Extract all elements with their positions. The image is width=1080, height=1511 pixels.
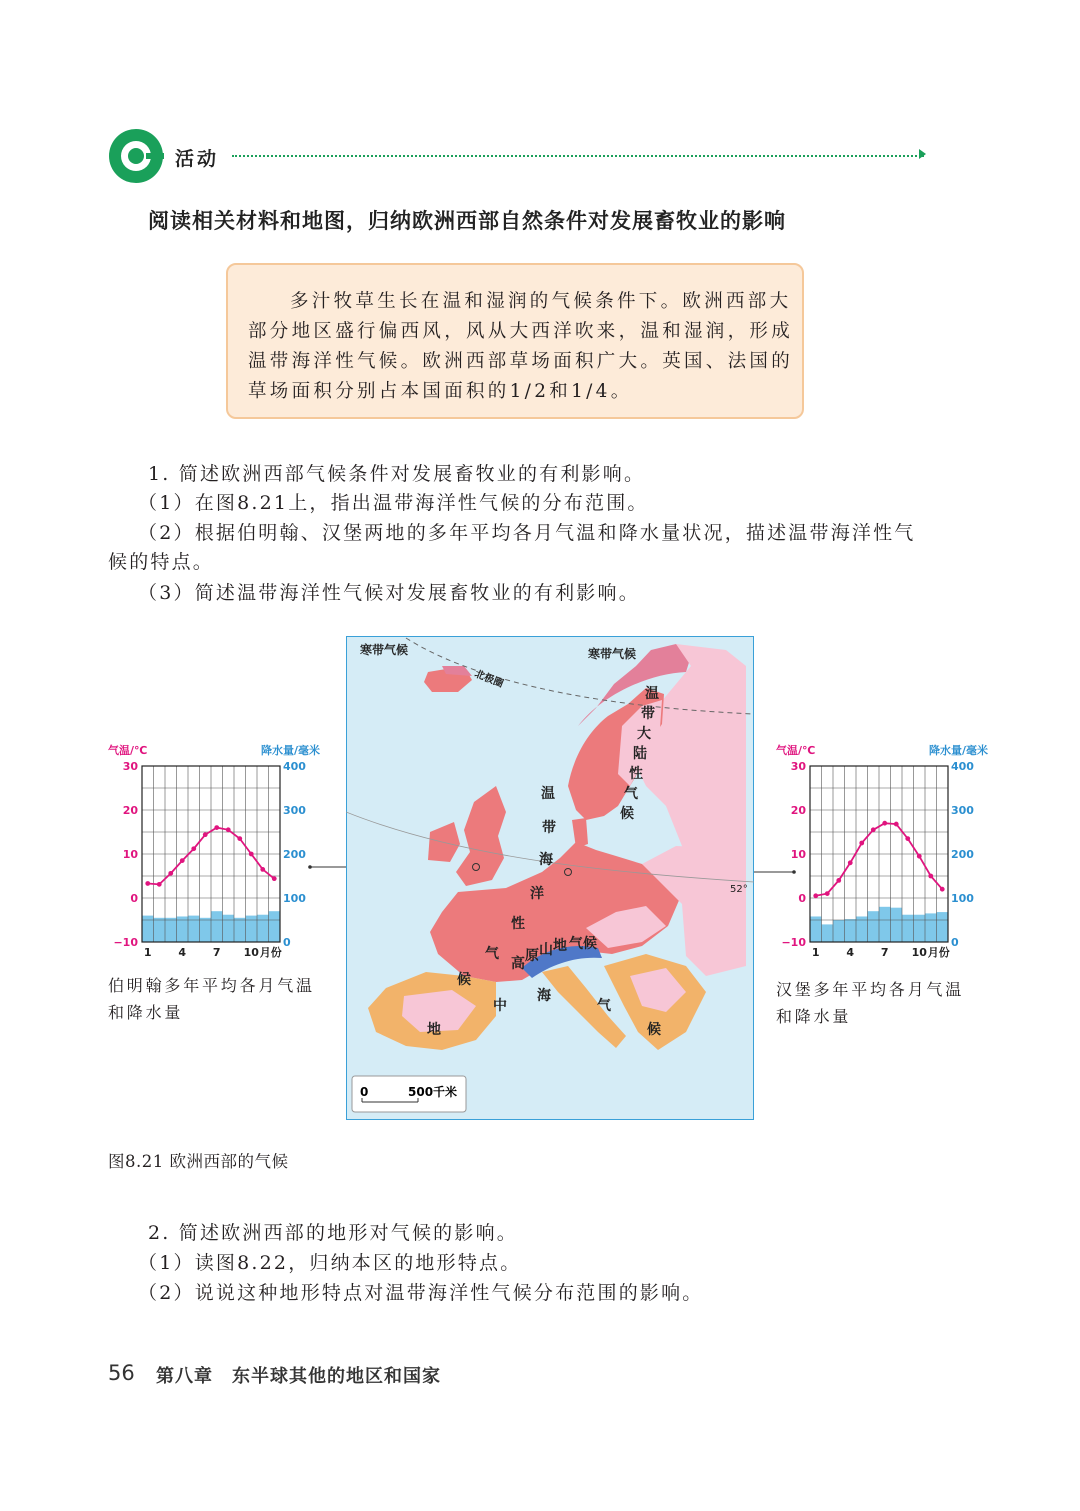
month-tick-label: 7 <box>880 946 889 959</box>
precip-bar <box>914 915 926 942</box>
mediterranean-label-char: 海 <box>537 988 551 1004</box>
map-label-cold-left: 寒带气候 <box>360 643 409 657</box>
birmingham-chart-caption <box>108 972 315 1026</box>
precip-bar <box>879 907 891 942</box>
temperature-point <box>191 846 196 851</box>
map-label-cold-right: 寒带气候 <box>588 647 637 661</box>
temperature-point <box>928 874 933 879</box>
month-tick-label: 月份 <box>259 946 282 959</box>
scale-zero: 0 <box>360 1085 369 1099</box>
temp-axis-title: 气温/℃ <box>776 744 816 757</box>
precip-bar <box>188 916 200 942</box>
reading-line: 部分地区盛行偏西风，风从大西洋吹来，温和湿润，形成 <box>248 321 794 342</box>
question-1: 1. 简述欧洲西部气候条件对发展畜牧业的有利影响。 <box>148 463 646 485</box>
precip-bar <box>925 913 937 942</box>
precip-bar <box>223 915 235 942</box>
continental-label-char: 温 <box>645 686 659 702</box>
month-tick-label: 4 <box>846 946 855 959</box>
precip-bar <box>833 920 845 942</box>
question-2-2: （2）说说这种地形特点对温带海洋性气候分布范围的影响。 <box>138 1282 704 1304</box>
precip-bar <box>211 911 223 942</box>
temperature-point <box>272 876 277 881</box>
temp-tick-label: −10 <box>781 936 806 949</box>
question-1-3: （3）简述温带海洋性气候对发展畜牧业的有利影响。 <box>138 582 640 604</box>
precip-tick-label: 400 <box>283 760 306 773</box>
question-2: 2. 简述欧洲西部的地形对气候的影响。 <box>148 1222 518 1244</box>
temperature-point <box>813 893 818 898</box>
hamburg-chart-caption <box>776 976 964 1030</box>
precip-tick-label: 300 <box>951 804 974 817</box>
temp-tick-label: −10 <box>113 936 138 949</box>
alpine-label-char: 山 <box>539 942 553 958</box>
temp-tick-label: 0 <box>798 892 806 905</box>
oceanic-label-char: 温 <box>541 786 555 802</box>
oceanic-label-char: 候 <box>457 972 471 988</box>
precip-bar <box>257 915 269 942</box>
precip-bar <box>200 918 212 942</box>
oceanic-label-char: 性 <box>511 916 525 932</box>
precip-bar <box>856 916 868 942</box>
temperature-point <box>157 882 162 887</box>
temp-axis-title: 气温/℃ <box>108 744 148 757</box>
temperature-point <box>940 887 945 892</box>
chapter-title: 第八章 东半球其他的地区和国家 <box>156 1366 441 1387</box>
oceanic-label-char: 洋 <box>530 886 544 902</box>
continental-label-char: 性 <box>629 766 643 782</box>
month-tick-label: 10 <box>243 946 259 959</box>
reading-material-box <box>226 263 804 419</box>
precip-tick-label: 400 <box>951 760 974 773</box>
mediterranean-label-char: 气 <box>597 998 611 1014</box>
temperature-point <box>249 852 254 857</box>
month-tick-label: 10 <box>911 946 927 959</box>
alpine-label-char: 高 <box>511 956 525 972</box>
western-europe-climate-map <box>346 636 754 1120</box>
activity-target-icon <box>108 128 164 184</box>
caption-line: 汉堡多年平均各月气温 <box>776 980 965 999</box>
caption-line: 和降水量 <box>776 1007 852 1026</box>
temp-tick-label: 0 <box>130 892 138 905</box>
continental-label-char: 大 <box>637 726 651 742</box>
temperature-point <box>871 827 876 832</box>
activity-instruction: 阅读相关材料和地图，归纳欧洲西部自然条件对发展畜牧业的影响 <box>148 208 786 233</box>
reading-line: 草场面积分别占本国面积的1/2和1/4。 <box>248 381 633 402</box>
precip-axis-title: 降水量/毫米 <box>260 744 320 757</box>
alpine-label-char: 候 <box>583 936 597 952</box>
temp-tick-label: 10 <box>122 848 138 861</box>
temperature-point <box>905 836 910 841</box>
temp-tick-label: 30 <box>790 760 806 773</box>
question-1-2: （2）根据伯明翰、汉堡两地的多年平均各月气温和降水量状况，描述温带海洋性气 <box>138 522 916 544</box>
oceanic-label-char: 带 <box>542 820 556 836</box>
temperature-point <box>859 841 864 846</box>
temp-tick-label: 20 <box>122 804 138 817</box>
temperature-point <box>836 878 841 883</box>
figure-caption: 图8.21 欧洲西部的气候 <box>108 1152 289 1171</box>
precip-bar <box>845 919 857 942</box>
precip-bar <box>234 918 246 942</box>
continental-label-char: 候 <box>620 806 634 822</box>
precip-axis-title: 降水量/毫米 <box>928 744 988 757</box>
continental-label-char: 带 <box>641 706 655 722</box>
temperature-point <box>203 832 208 837</box>
temperature-point <box>894 822 899 827</box>
precip-bar <box>902 915 914 942</box>
precip-bar <box>154 918 166 942</box>
precip-bar <box>822 924 834 942</box>
dotted-divider <box>232 155 924 157</box>
precip-bar <box>810 916 822 942</box>
reading-line: 多汁牧草生长在温和湿润的气候条件下。欧洲西部大 <box>290 291 792 312</box>
temperature-point <box>848 860 853 865</box>
precip-tick-label: 0 <box>951 936 959 949</box>
activity-title: 活动 <box>175 148 220 170</box>
map-label-arctic-circle: 北极圈 <box>472 668 505 691</box>
question-2-1: （1）读图8.22，归纳本区的地形特点。 <box>138 1252 522 1274</box>
mediterranean-label-char: 地 <box>427 1022 441 1038</box>
temperature-point <box>882 821 887 826</box>
temp-tick-label: 10 <box>790 848 806 861</box>
continental-label-char: 气 <box>624 786 638 802</box>
temperature-point <box>226 827 231 832</box>
mediterranean-label-char: 中 <box>493 998 507 1014</box>
precip-tick-label: 0 <box>283 936 291 949</box>
temperature-point <box>825 891 830 896</box>
caption-line: 和降水量 <box>108 1003 184 1022</box>
month-tick-label: 4 <box>178 946 187 959</box>
precip-bar <box>142 916 154 942</box>
precip-bar <box>891 908 903 942</box>
temperature-point <box>260 867 265 872</box>
temperature-point <box>168 871 173 876</box>
temperature-point <box>917 854 922 859</box>
precip-tick-label: 300 <box>283 804 306 817</box>
precip-tick-label: 200 <box>283 848 306 861</box>
month-tick-label: 1 <box>811 946 820 959</box>
precip-bar <box>177 916 189 942</box>
alpine-label-char: 地 <box>553 938 567 954</box>
precip-bar <box>246 916 258 942</box>
map-label-lat: 52° <box>730 884 748 895</box>
precip-tick-label: 100 <box>283 892 306 905</box>
divider-arrow-icon <box>919 149 926 159</box>
temperature-point <box>237 836 242 841</box>
page-number: 56 <box>108 1361 135 1385</box>
oceanic-label-char: 气 <box>485 946 499 962</box>
alpine-label-char: 原 <box>525 948 539 964</box>
precip-tick-label: 100 <box>951 892 974 905</box>
temperature-point <box>145 881 150 886</box>
birmingham-climate-chart <box>104 742 324 972</box>
temperature-point <box>214 825 219 830</box>
precip-bar <box>868 911 880 942</box>
mediterranean-label-char: 候 <box>647 1022 661 1038</box>
temp-tick-label: 30 <box>122 760 138 773</box>
hamburg-climate-chart <box>772 742 992 972</box>
precip-tick-label: 200 <box>951 848 974 861</box>
scale-text: 500千米 <box>408 1085 458 1099</box>
month-tick-label: 月份 <box>927 946 950 959</box>
reading-line: 温带海洋性气候。欧洲西部草场面积广大。英国、法国的 <box>248 351 794 372</box>
alpine-label-char: 气 <box>569 936 583 952</box>
precip-bar <box>937 912 949 942</box>
month-tick-label: 1 <box>143 946 152 959</box>
continental-label-char: 陆 <box>633 746 647 762</box>
question-1-1: （1）在图8.21上，指出温带海洋性气候的分布范围。 <box>138 492 649 514</box>
month-tick-label: 7 <box>212 946 221 959</box>
precip-bar <box>269 911 281 942</box>
question-1-2-cont: 候的特点。 <box>108 551 215 573</box>
temperature-point <box>180 858 185 863</box>
precip-bar <box>165 918 177 942</box>
temp-tick-label: 20 <box>790 804 806 817</box>
caption-line: 伯明翰多年平均各月气温 <box>108 976 315 995</box>
oceanic-label-char: 海 <box>539 852 553 868</box>
